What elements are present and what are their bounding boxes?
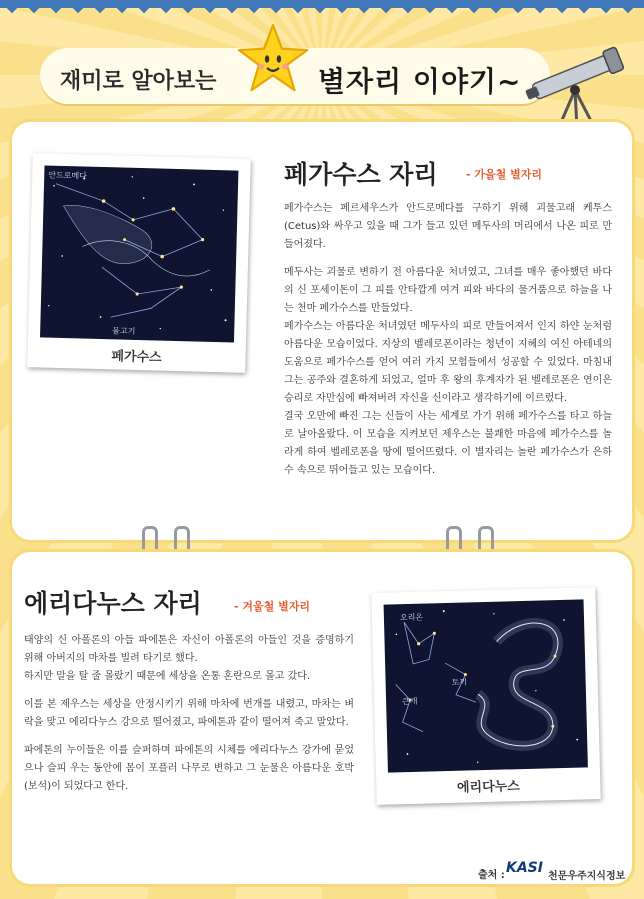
pegasus-photo <box>27 153 251 373</box>
eridanus-paragraph: 이를 본 제우스는 세상을 안정시키기 위해 마차에 번개를 내렸고, 마차는 벼락을 맞고 에리다누스 강으로 떨어졌고, 파에톤과 같이 떨어져 죽고 말았다. <box>24 699 354 728</box>
pegasus-paragraph: 페가수스는 페르세우스가 안드로메다를 구하기 위해 괴물고래 케투스(Cetus)와 싸우고 있을 때 그가 들고 있던 메두사의 머리에서 나온 피로 만들어졌다. <box>284 203 612 250</box>
pegasus-subtitle: - 가을철 별자리 <box>466 168 542 181</box>
pegasus-paragraph: 메두사는 괴물로 변하기 전 아름다운 처녀였고, 그녀를 매우 좋아했던 바다의 신 포세이돈이 그 피를 안타깝게 여겨 피와 바다의 물거품으로 하늘을 나는 천마 페가수스를 만들었다. <box>284 267 612 314</box>
sky-label-orion: 오리온 <box>399 612 424 623</box>
eridanus-star-map <box>384 599 588 772</box>
sky-label-canis-major: 큰개 <box>402 696 418 707</box>
sky-label-andromeda: 안드로메다 <box>48 170 88 181</box>
banner-left-text: 재미로 알아보는 <box>60 69 217 94</box>
eridanus-paragraph: 하지만 말을 탈 줄 몰랐기 때문에 세상을 온통 혼란으로 몰고 갔다. <box>24 671 311 682</box>
eridanus-subtitle: - 겨울철 별자리 <box>234 600 310 613</box>
sky-label-pisces: 물고기 <box>112 326 136 336</box>
bunting-flags <box>0 0 644 30</box>
sky-label-lepus: 토끼 <box>451 677 468 687</box>
smiling-star-icon <box>236 22 310 96</box>
eridanus-paragraph: 파에톤의 누이들은 이를 슬퍼하며 파에톤의 시체를 에리다누스 강가에 묻었으나 슬피 우는 동안에 몸이 포플러 나무로 변하고 그 눈물은 아름다운 호박(보석)이 되었다고 한다. <box>24 745 354 792</box>
eridanus-photo <box>371 587 600 805</box>
banner-right-text: 별자리 이야기~ <box>318 65 522 98</box>
eridanus-paragraph: 태양의 신 아폴론의 아들 파에톤은 자신이 아폴론의 아들인 것을 증명하기 위해 아버지의 마차를 빌려 타기로 했다. <box>24 635 354 664</box>
pegasus-constellation-lines <box>40 165 238 342</box>
eridanus-photo-caption: 에리다누스 <box>456 779 520 796</box>
pegasus-story <box>284 200 612 490</box>
kasi-logo: KASI <box>506 860 543 876</box>
pegasus-paragraph: 페가수스는 아름다운 처녀였던 메두사의 피로 만들어져서 인지 하얀 눈처럼 아름다운 모습이었다. 지상의 벨레로폰이라는 청년이 지혜의 여신 아테네의 도움으로 페가수스를 얻어 여러 가지 모험들에서 성공할 수 있었다. 마침내 그는 공주와 결혼하게 되었고, 얼마 후 왕의 후계자가 된 벨레로폰은 연이은 승리로 자만심에 빠져버려 자신을 신이라고 생각하기에 이르렀다. <box>284 321 612 404</box>
eridanus-constellation-lines <box>384 599 588 772</box>
pegasus-photo-caption: 페가수스 <box>111 349 162 366</box>
pegasus-paragraph: 결국 오만에 빠진 그는 신들이 사는 세계로 가기 위해 페가수스를 타고 하늘로 날아올랐다. 이 모습을 지켜보던 제우스는 불쾌한 마음에 페가수스를 놀라게 하여 벨레로폰을 땅에 떨어뜨렸다. 이 별자리는 놀란 페가수스가 은하수 속으로 뛰어들고 있는 모습이다. <box>284 411 612 476</box>
pegasus-title: 페가수스 자리 <box>284 160 438 189</box>
source-label: 출처 : <box>478 870 505 881</box>
kasi-org-name: 천문우주지식정보 <box>548 871 626 882</box>
eridanus-story <box>24 632 354 806</box>
pegasus-star-map <box>40 165 238 342</box>
eridanus-title: 에리다누스 자리 <box>24 589 202 618</box>
